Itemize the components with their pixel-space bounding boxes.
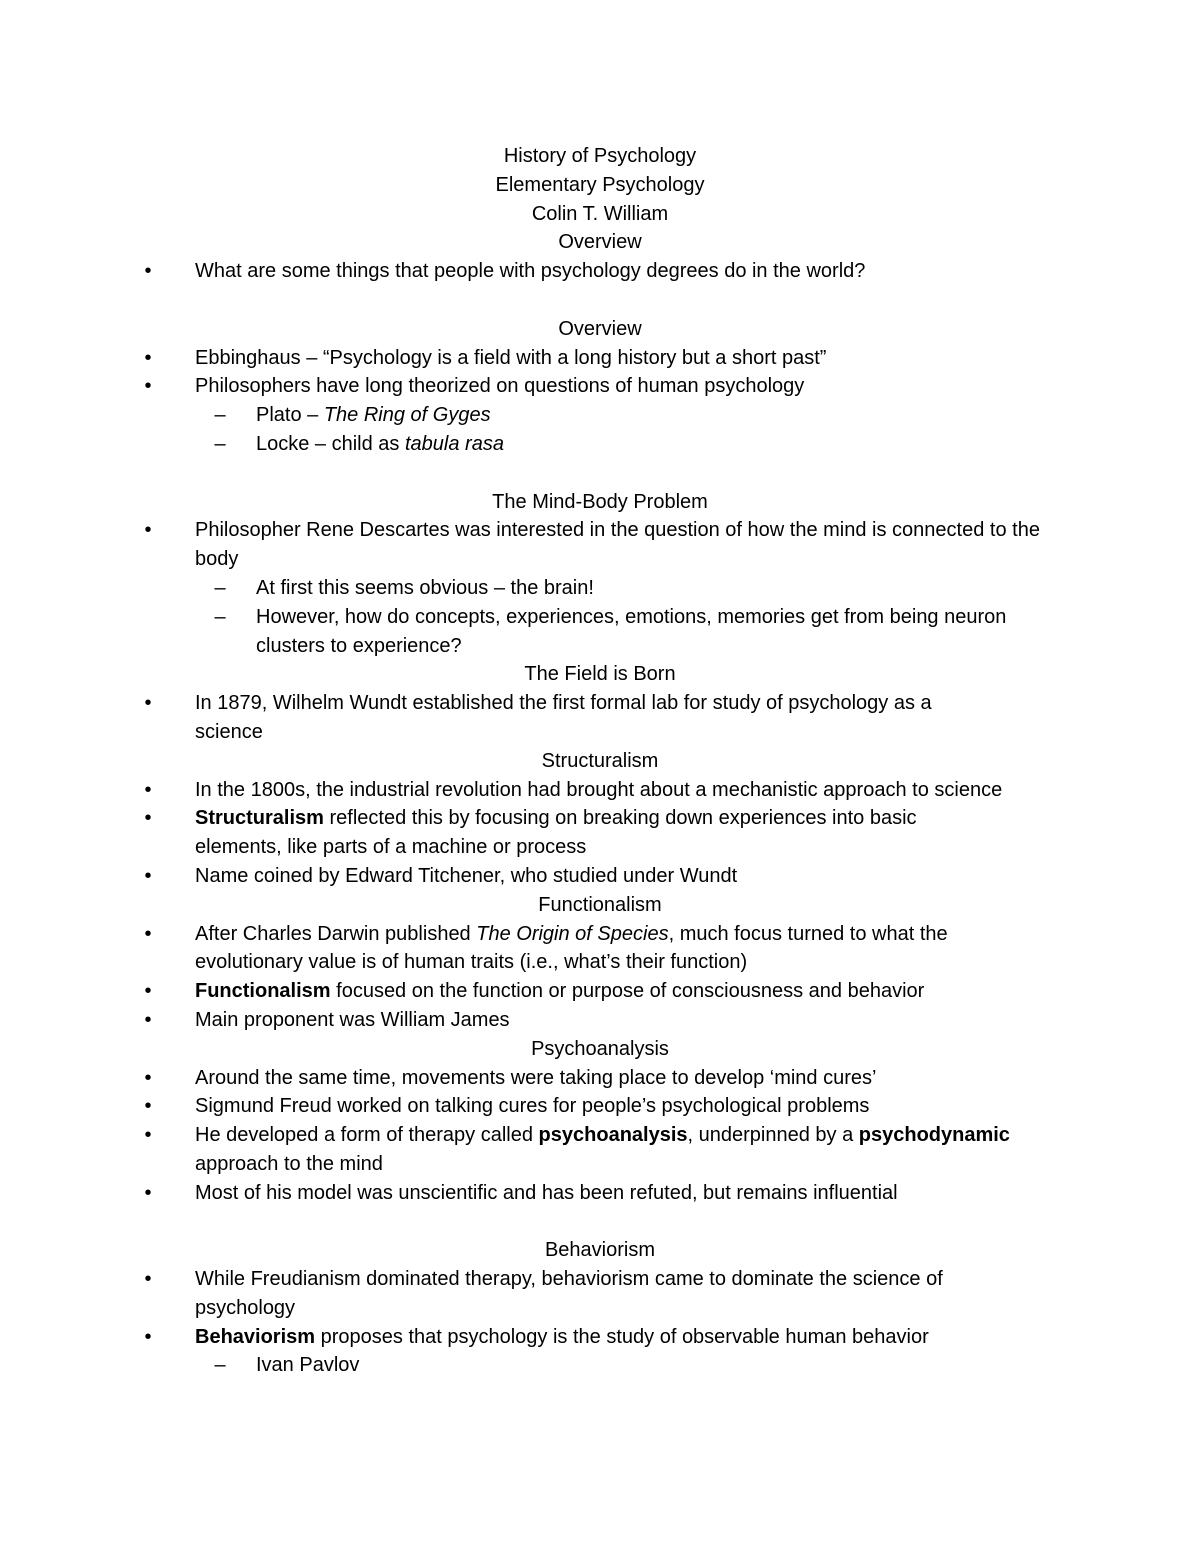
bullet-icon: • [144,346,152,369]
sub-bullet-item [0,401,1200,430]
sub-bullet-text: However, how do concepts, experiences, emotions, memories get from being neuron clusters to experience? [256,605,1007,657]
sub-bullet-item [0,574,1200,603]
sub-bullet-text: Plato – The Ring of Gyges [256,404,491,427]
bullet-icon: • [144,1095,152,1118]
section-heading: Psychoanalysis [531,1037,669,1060]
section-heading: Functionalism [538,893,662,916]
sub-bullet-item [0,430,1200,459]
dash-icon: – [214,404,226,427]
sub-bullet-item [0,603,1200,661]
sub-bullet-text: Locke – child as tabula rasa [256,432,504,455]
section-heading: The Field is Born [524,663,676,686]
bullet-text: Functionalism focused on the function or purpose of consciousness and behavior [195,980,925,1003]
doc-author: Colin T. William [531,202,669,225]
bullet-item [0,804,1200,862]
section-heading: Behaviorism [544,1239,656,1262]
bullet-text: Around the same time, movements were taking place to develop ‘mind cures’ [195,1066,877,1089]
bullet-text: Structuralism reflected this by focusing on breaking down experiences into basic elements, like parts of a machine or process [195,807,917,859]
bullet-item [0,776,1200,805]
bullet-item [0,1121,1200,1179]
bullet-icon: • [144,807,152,830]
dash-icon: – [214,1354,226,1377]
sub-bullet-text: Ivan Pavlov [256,1354,360,1377]
bullet-icon: • [144,375,152,398]
dash-icon: – [214,605,226,628]
bullet-item [0,689,1200,747]
bullet-item [0,257,1200,286]
bullet-item [0,977,1200,1006]
bullet-item [0,862,1200,891]
doc-course: Elementary Psychology [495,173,705,196]
bullet-item [0,1265,1200,1323]
bullet-text: Name coined by Edward Titchener, who studied under Wundt [195,864,738,887]
dash-icon: – [214,576,226,599]
dash-icon: – [214,432,226,455]
bullet-item [0,1092,1200,1121]
bullet-text: Behaviorism proposes that psychology is the study of observable human behavior [195,1325,929,1348]
bullet-item [0,1179,1200,1208]
bullet-text: While Freudianism dominated therapy, behaviorism came to dominate the science of psychology [195,1268,943,1319]
doc-title: History of Psychology [503,145,697,167]
bullet-text: In the 1800s, the industrial revolution had brought about a mechanistic approach to science [195,778,1003,801]
bullet-text: Philosophers have long theorized on questions of human psychology [195,375,805,398]
bullet-item [0,344,1200,373]
section-heading: The Mind-Body Problem [492,490,708,513]
bullet-item [0,372,1200,401]
section-heading: Overview [558,231,642,254]
bullet-icon: • [144,1124,152,1147]
bullet-icon: • [144,1066,152,1089]
bullet-icon: • [144,519,152,542]
bullet-icon: • [144,864,152,887]
bullet-text: After Charles Darwin published The Origin of Species, much focus turned to what the evolutionary value is of human traits (i.e., what’s their function) [195,922,948,974]
bullet-item [0,1006,1200,1035]
bullet-icon: • [144,1181,152,1204]
bullet-text: In 1879, Wilhelm Wundt established the first formal lab for study of psychology as a science [195,692,932,743]
bullet-icon: • [144,778,152,801]
bullet-text: Sigmund Freud worked on talking cures for people’s psychological problems [195,1095,870,1118]
sub-bullet-item [0,1351,1200,1380]
bullet-text: What are some things that people with psychology degrees do in the world? [195,260,866,283]
bullet-icon: • [144,922,152,945]
bullet-item [0,516,1200,574]
bullet-item [0,920,1200,978]
bullet-icon: • [144,260,152,283]
bullet-icon: • [144,980,152,1003]
bullet-text: He developed a form of therapy called psychoanalysis, underpinned by a psychodynamic approach to the mind [195,1124,1010,1175]
bullet-text: Most of his model was unscientific and has been refuted, but remains influential [195,1181,898,1204]
bullet-item [0,1323,1200,1352]
bullet-text: Ebbinghaus – “Psychology is a field with a long history but a short past” [195,346,827,369]
bullet-icon: • [144,1325,152,1348]
bullet-text: Philosopher Rene Descartes was interested in the question of how the mind is connected to the body [195,519,1040,571]
bullet-text: Main proponent was William James [195,1008,510,1031]
bullet-item [0,1064,1200,1093]
bullet-icon: • [144,692,152,715]
bullet-icon: • [144,1268,152,1291]
section-heading: Structuralism [541,749,659,772]
bullet-icon: • [144,1008,152,1031]
section-heading: Overview [558,317,642,340]
sub-bullet-text: At first this seems obvious – the brain! [256,576,594,599]
